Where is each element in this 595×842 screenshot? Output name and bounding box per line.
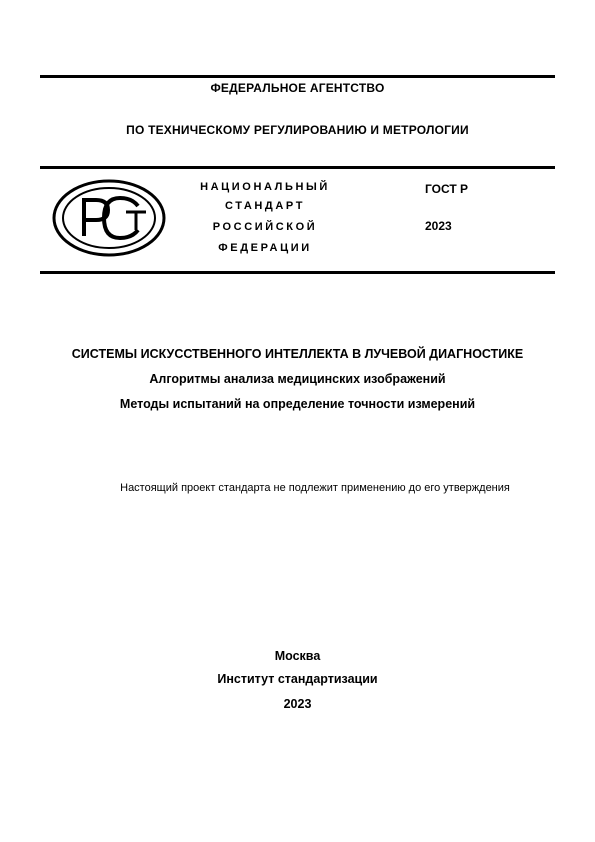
footer-city: Москва	[274, 649, 321, 663]
bottom-rule	[40, 271, 555, 274]
agency-line-2: ПО ТЕХНИЧЕСКОМУ РЕГУЛИРОВАНИЮ И МЕТРОЛОГИИ	[126, 123, 469, 137]
draft-notice: Настоящий проект стандарта не подлежит применению до его утверждения	[120, 482, 510, 494]
rst-mark-icon	[50, 178, 168, 258]
document-subtitle-2: Методы испытаний на определение точности измерений	[119, 397, 476, 411]
document-subtitle-1: Алгоритмы анализа медицинских изображений	[149, 372, 446, 386]
middle-rule	[40, 166, 555, 169]
gost-label: ГОСТ Р	[425, 182, 469, 196]
footer-publisher: Институт стандартизации	[217, 672, 378, 686]
standard-year: 2023	[425, 219, 452, 233]
top-rule	[40, 75, 555, 78]
national-line-1: НАЦИОНАЛЬНЫЙ	[200, 181, 330, 193]
national-line-2: СТАНДАРТ	[224, 200, 306, 212]
national-line-4: ФЕДЕРАЦИИ	[218, 242, 312, 254]
agency-line-1: ФЕДЕРАЛЬНОЕ АГЕНТСТВО	[210, 81, 385, 95]
document-title: СИСТЕМЫ ИСКУССТВЕННОГО ИНТЕЛЛЕКТА В ЛУЧЕВОЙ ДИАГНОСТИКЕ	[71, 347, 524, 361]
national-line-3: РОССИЙСКОЙ	[212, 221, 318, 233]
footer-year: 2023	[283, 697, 312, 711]
